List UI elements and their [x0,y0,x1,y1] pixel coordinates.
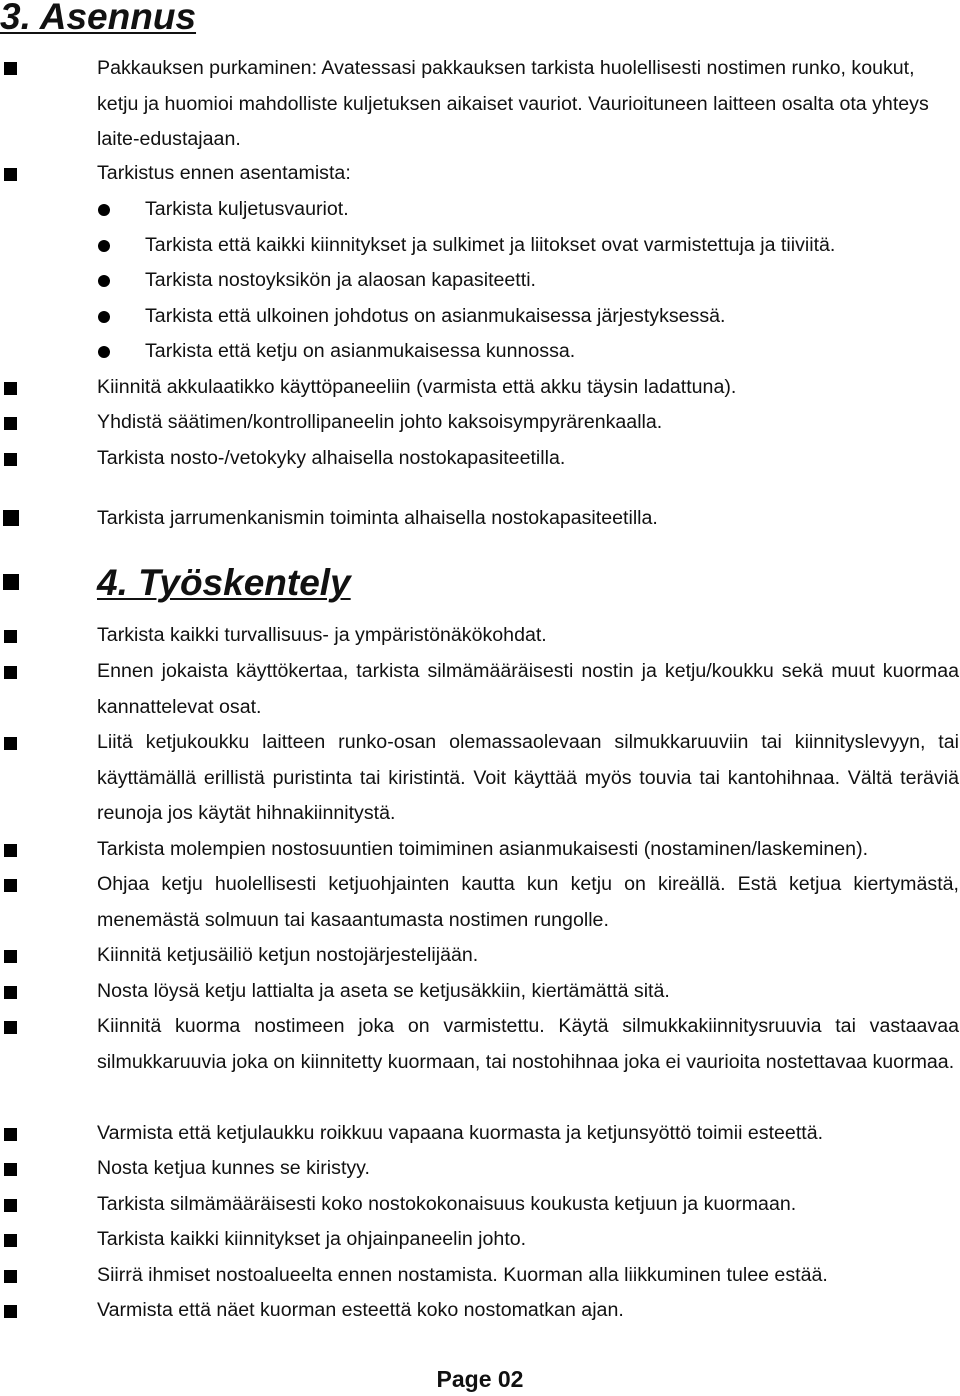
list-item: Tarkistus ennen asentamista: [97,162,351,184]
list-item: Varmista että näet kuorman esteettä koko nostomatkan ajan. [97,1299,624,1321]
list-item: Tarkista jarrumenkanismin toiminta alhaisella nostokapasiteetilla. [97,507,658,529]
section-4-title: 4. Työskentely [97,562,351,603]
section-3-title: 3. Asennus [0,0,197,37]
square-bullet-icon [4,986,17,999]
square-bullet-icon [4,1128,17,1141]
sub-list-item: Tarkista että ketju on asianmukaisessa kunnossa. [145,340,576,362]
list-item: Tarkista nosto-/vetokyky alhaisella nostokapasiteetilla. [97,447,566,469]
list-item: Siirrä ihmiset nostoalueelta ennen nostamista. Kuorman alla liikkuminen tulee estää. [97,1264,828,1286]
list-item: Nosta ketjua kunnes se kiristyy. [97,1157,370,1179]
list-item: Kiinnitä akkulaatikko käyttöpaneeliin (varmista että akku täysin ladattuna). [97,376,737,398]
square-bullet-icon [4,62,17,75]
round-bullet-icon [98,275,110,287]
page-number: Page 02 [436,1366,524,1392]
square-bullet-icon [4,879,17,892]
square-bullet-icon [4,844,17,857]
round-bullet-icon [98,204,110,216]
list-item: Varmista että ketjulaukku roikkuu vapaana kuormasta ja ketjunsyöttö toimii esteettä. [97,1122,824,1144]
square-bullet-icon [3,574,19,590]
square-bullet-icon [4,737,17,750]
square-bullet-icon [4,1305,17,1318]
list-item: Ohjaa ketju huolellisesti ketjuohjainten kautta kun ketju on kireällä. Estä ketjua kiertymästä, menemästä solmuun tai kasaantumasta nostimen rungolle. [97,873,959,931]
square-bullet-icon [4,1021,17,1034]
list-item: Tarkista kaikki kiinnitykset ja ohjainpaneelin johto. [97,1228,527,1250]
square-bullet-icon [4,168,17,181]
list-item: Tarkista molempien nostosuuntien toimiminen asianmukaisesti (nostaminen/laskeminen). [97,838,869,860]
list-item: Tarkista silmämääräisesti koko nostokokonaisuus koukusta ketjuun ja kuormaan. [97,1193,797,1215]
square-bullet-icon [4,1270,17,1283]
square-bullet-icon [4,453,17,466]
list-item: Tarkista kaikki turvallisuus- ja ympäristönäkökohdat. [97,624,547,646]
square-bullet-icon [4,630,17,643]
list-item: Pakkauksen purkaminen: Avatessasi pakkauksen tarkista huolellisesti nostimen runko, koukut, ketju ja huomioi mahdolliste kuljetuksen aikaiset vauriot. Vaurioituneen laitteen osalta ota yhteys laite-edustajaan. [97,57,929,150]
list-item: Ennen jokaista käyttökertaa, tarkista silmämääräisesti nostin ja ketju/koukku sekä muut kuormaa kannattelevat osat. [97,660,959,718]
square-bullet-icon [4,382,17,395]
list-item: Nosta löysä ketju lattialta ja aseta se ketjusäkkiin, kiertämättä sitä. [97,980,670,1002]
list-item: Kiinnitä ketjusäiliö ketjun nostojärjestelijään. [97,944,479,966]
square-bullet-icon [4,1199,17,1212]
round-bullet-icon [98,346,110,358]
sub-list-item: Tarkista nostoyksikön ja alaosan kapasiteetti. [145,269,536,291]
sub-list-item: Tarkista että ulkoinen johdotus on asianmukaisessa järjestyksessä. [145,305,726,327]
sub-list-item: Tarkista kuljetusvauriot. [145,198,349,220]
square-bullet-icon [4,950,17,963]
round-bullet-icon [98,240,110,252]
square-bullet-icon [4,666,17,679]
list-item: Kiinnitä kuorma nostimeen joka on varmistettu. Käytä silmukkakiinnitysruuvia tai vastaavaa silmukkaruuvia joka on kiinnitetty kuormaan, tai nostohihnaa joka ei vaurioita nostettavaa kuormaa. [97,1015,959,1073]
square-bullet-icon [3,510,19,526]
list-item: Liitä ketjukoukku laitteen runko-osan olemassaolevaan silmukkaruuviin tai kiinnityslevyyn, tai käyttämällä erillistä puristinta tai kiristintä. Voit käyttää myös touvia tai kantohihnaa. Vältä teräviä reunoja jos käytät hihnakiinnitystä. [97,731,959,824]
sub-list-item: Tarkista että kaikki kiinnitykset ja sulkimet ja liitokset ovat varmistettuja ja tiiviitä. [145,234,836,256]
list-item: Yhdistä säätimen/kontrollipaneelin johto kaksoisympyrärenkaalla. [97,411,663,433]
round-bullet-icon [98,311,110,323]
square-bullet-icon [4,417,17,430]
square-bullet-icon [4,1163,17,1176]
square-bullet-icon [4,1234,17,1247]
